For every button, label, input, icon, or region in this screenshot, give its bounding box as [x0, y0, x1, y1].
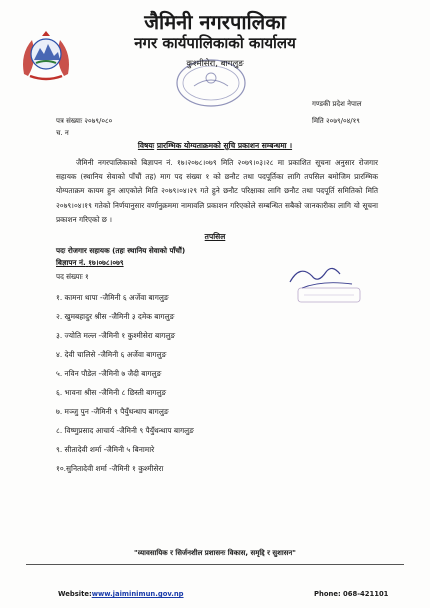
list-item: ९. सीतादेवी शर्मा -जैमिनी ५ बिनामारे [56, 445, 155, 454]
post-line [56, 246, 185, 256]
website-label: Website: [58, 590, 92, 598]
office-subtitle: नगर कार्यपालिकाको कार्यालय [134, 34, 296, 52]
post-value: रोजगार सहायक (तहः स्थानिय सेवाको पाँचौं) [67, 246, 186, 255]
list-item: ५. नविन पौडेल -जैमिनी ७ जैदी बागलुङ [56, 369, 162, 378]
website-link[interactable]: www.jaiminimun.gov.np [91, 590, 184, 598]
date-label: मिति [312, 117, 324, 125]
seats-line [56, 272, 89, 282]
letter-date [312, 117, 360, 126]
province-name: गण्डकी प्रदेश नेपाल [312, 100, 362, 108]
advert-line [56, 258, 124, 268]
list-item: ३. ज्योति मल्ल -जैमिनी १ कुश्मीसेरा बागलुङ [56, 331, 176, 340]
advert-label: बिज्ञापन नं. [56, 258, 86, 267]
schedule-heading: तपसिल [204, 232, 226, 241]
office-location: कुश्मीसेरा, बागलुङ [186, 59, 244, 69]
notice-body: जैमिनी नगरपालिकाको बिज्ञापन नं. १७।२०७८।०७९ मिति २०७९।०३।२८ मा प्रकाशित सूचना अनुसार रोजगार सहायक (स्थानिय सेवाको पाँचौं तह) माग पद संख्या १ को छनौट तथा पदपूर्तिका लागि तपसिल बमोजिम प्रारम्भिक योग्यताक्रम कायम हुन आएकोले मिति २०७९।०४।२९ गते हुने छनौट परिक्षाका लागि छनौट तथा पदपूर्ति समितिको मिति २०७९।०४।१९ गतेको निर्णयानुसार वर्णानुक्रममा नामावलि प्रकाशन गरिएकोले सम्बन्धित सबैको जानकारीका लागि यो सूचना प्रकाशन गरिएको छ । [56, 158, 378, 224]
signature-stamp-icon [282, 258, 366, 308]
list-item: ६. भावना श्रीस -जैमिनी ८ छिस्ती बागलुङ [56, 388, 167, 397]
seats-value: १ [85, 272, 89, 281]
seats-label: पद संख्याः [56, 272, 83, 281]
footer-divider [26, 564, 404, 565]
dispatch-number: च. न [56, 129, 69, 137]
list-item: २. खुमबहादुर श्रीस -जैमिनी ३ दमेक बागलुङ [56, 312, 175, 321]
advert-value: १७।०७८।०७९ [88, 258, 124, 267]
ref-value: २०७९/०८० [84, 117, 113, 125]
municipality-title: जैमिनी नगरपालिका [144, 10, 286, 34]
footer-website [58, 590, 184, 598]
subject-line [0, 141, 430, 151]
post-label: पदः [56, 246, 66, 255]
list-item: ४. देवी चालिसे -जैमिनी ६ अर्जेवा बागलुङ [56, 350, 167, 359]
subject-text: प्रारम्भिक योग्यताक्रमको सुचि प्रकाशन सम्बन्धमा । [156, 141, 293, 150]
footer-phone: Phone: 068-421101 [314, 590, 389, 598]
reference-number [56, 117, 112, 126]
footer-slogan: "व्यावसायिक र सिर्जनशील प्रशासनः विकास, समृद्दि र सुशासन" [134, 549, 296, 557]
list-item: ८. विष्णुप्रसाद आचार्य -जैमिनी ९ पैयुँथन्थाप बागलुङ [56, 426, 194, 435]
date-value: २०७९/०४/१९ [326, 117, 360, 125]
subject-label: विषयः [137, 141, 155, 150]
candidate-list [56, 288, 194, 478]
list-item: ७. मञ्जु पुन -जैमिनी ९ पैयुँथन्थाप बागलुङ [56, 407, 169, 416]
list-item: १०.सुनितादेवी शर्मा -जैमिनी १ कुश्मीसेरा [56, 464, 164, 473]
list-item: १. कामना थापा -जैमिनी ६ अर्जेवा बागलुङ [56, 293, 169, 302]
ref-label: पत्र संख्याः [56, 117, 83, 125]
